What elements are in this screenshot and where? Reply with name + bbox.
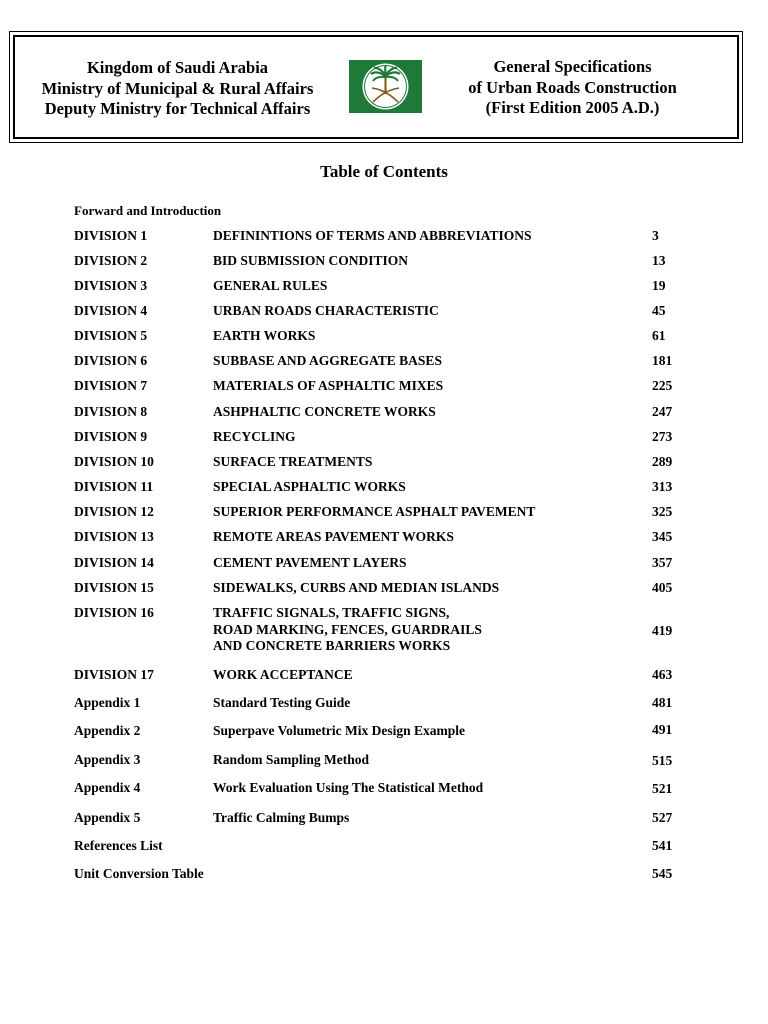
toc-intro: Forward and Introduction [74, 203, 222, 218]
toc-entry-page: 61 [652, 328, 666, 343]
toc-entry-label: DIVISION 5 [74, 328, 148, 343]
toc-entry-page: 325 [652, 504, 673, 519]
toc-entry-page: 463 [652, 667, 673, 682]
toc-entry-label: Appendix 2 [74, 723, 141, 738]
toc-entry-label: DIVISION 7 [74, 378, 148, 393]
toc-entry-page: 481 [652, 695, 673, 710]
toc-entry-title: URBAN ROADS CHARACTERISTIC [213, 303, 439, 318]
header-left-line: Deputy Ministry for Technical Affairs [44, 99, 311, 118]
toc-entry-page: 345 [652, 529, 673, 544]
toc-entry-page: 13 [652, 253, 666, 268]
toc-entry-page: 3 [652, 228, 659, 243]
toc-entry-label: DIVISION 2 [74, 253, 148, 268]
toc-entry-label: DIVISION 9 [74, 429, 148, 444]
header-left-block [25, 58, 330, 120]
toc-entry-title: CEMENT PAVEMENT LAYERS [213, 555, 407, 570]
toc-entry-label: DIVISION 12 [74, 504, 154, 519]
toc-entry-title-line: AND CONCRETE BARRIERS WORKS [213, 638, 451, 653]
toc-entry-title: Random Sampling Method [213, 752, 370, 767]
toc-entry-page: 515 [652, 753, 673, 768]
toc-entry-page: 527 [652, 810, 673, 825]
header-left-line: Ministry of Municipal & Rural Affairs [41, 78, 314, 98]
toc-entry-title: GENERAL RULES [213, 278, 328, 293]
toc-entry-label: DIVISION 3 [74, 278, 148, 293]
toc-entry-page: 521 [652, 781, 673, 796]
toc-entry-page: 19 [652, 278, 666, 293]
references-label: References List [74, 838, 163, 853]
toc-entry-page: 247 [652, 404, 673, 419]
toc-entry-page: 419 [652, 623, 673, 638]
toc-entry-label: Appendix 5 [74, 810, 141, 825]
toc-entry-page: 181 [652, 353, 673, 368]
header-right-line: General Specifications [493, 57, 652, 76]
unit-conversion-label: Unit Conversion Table [74, 866, 204, 881]
toc-entry-title: Standard Testing Guide [213, 695, 351, 710]
toc-entry-page: 313 [652, 479, 673, 494]
toc-entry-label: DIVISION 11 [74, 479, 154, 494]
toc-entry-label: DIVISION 17 [74, 667, 154, 682]
page-title: Table of Contents [320, 162, 448, 181]
toc-entry-label: Appendix 4 [74, 780, 141, 795]
toc-entry-title: Superpave Volumetric Mix Design Example [213, 723, 465, 738]
toc-entry-title: WORK ACCEPTANCE [213, 667, 353, 682]
toc-entry-title: SIDEWALKS, CURBS AND MEDIAN ISLANDS [213, 580, 500, 595]
toc-entry-label: DIVISION 15 [74, 580, 154, 595]
toc-entry-page: 225 [652, 378, 673, 393]
toc-entry-title: DEFININTIONS OF TERMS AND ABBREVIATIONS [213, 228, 532, 243]
toc-entry-title: ASHPHALTIC CONCRETE WORKS [213, 404, 436, 419]
toc-entry-title: EARTH WORKS [213, 328, 316, 343]
header-right-line: (First Edition 2005 A.D.) [485, 98, 660, 117]
toc-entry-title: RECYCLING [213, 429, 296, 444]
toc-entry-label: DIVISION 1 [74, 228, 148, 243]
toc-entry-label: DIVISION 14 [74, 555, 154, 570]
toc-entry-title [213, 605, 633, 655]
toc-entry-label: DIVISION 6 [74, 353, 148, 368]
toc-entry-title: Traffic Calming Bumps [213, 810, 350, 825]
header-right-line: of Urban Roads Construction [468, 77, 677, 97]
toc-entry-page: 289 [652, 454, 673, 469]
toc-entry-page: 273 [652, 429, 673, 444]
header-right-block [450, 57, 695, 119]
toc-entry-page: 491 [652, 722, 673, 737]
references-page: 541 [652, 838, 673, 853]
toc-entry-label: DIVISION 16 [74, 605, 154, 620]
toc-entry-page: 45 [652, 303, 666, 318]
toc-entry-title: REMOTE AREAS PAVEMENT WORKS [213, 529, 454, 544]
header-left-line: Kingdom of Saudi Arabia [86, 58, 269, 77]
toc-entry-title: SUBBASE AND AGGREGATE BASES [213, 353, 442, 368]
unit-conversion-page: 545 [652, 866, 673, 881]
toc-entry-title: SPECIAL ASPHALTIC WORKS [213, 479, 406, 494]
toc-entry-label: Appendix 3 [74, 752, 141, 767]
toc-entry-title: Work Evaluation Using The Statistical Method [213, 780, 484, 795]
toc-entry-page: 405 [652, 580, 673, 595]
toc-entry-page: 357 [652, 555, 673, 570]
toc-entry-title-line: ROAD MARKING, FENCES, GUARDRAILS [213, 621, 482, 637]
toc-entry-title-line: TRAFFIC SIGNALS, TRAFFIC SIGNS, [213, 605, 450, 620]
saudi-emblem-icon [349, 60, 422, 113]
toc-entry [0, 605, 768, 657]
toc-entry-title: MATERIALS OF ASPHALTIC MIXES [213, 378, 444, 393]
toc-entry-title: SURFACE TREATMENTS [213, 454, 373, 469]
toc-entry-label: DIVISION 4 [74, 303, 148, 318]
toc-entry-label: DIVISION 13 [74, 529, 154, 544]
toc-entry-label: DIVISION 8 [74, 404, 148, 419]
toc-entry-label: DIVISION 10 [74, 454, 154, 469]
toc-entry-title: SUPERIOR PERFORMANCE ASPHALT PAVEMENT [213, 504, 536, 519]
toc-entry-title: BID SUBMISSION CONDITION [213, 253, 409, 268]
toc-entry-label: Appendix 1 [74, 695, 141, 710]
